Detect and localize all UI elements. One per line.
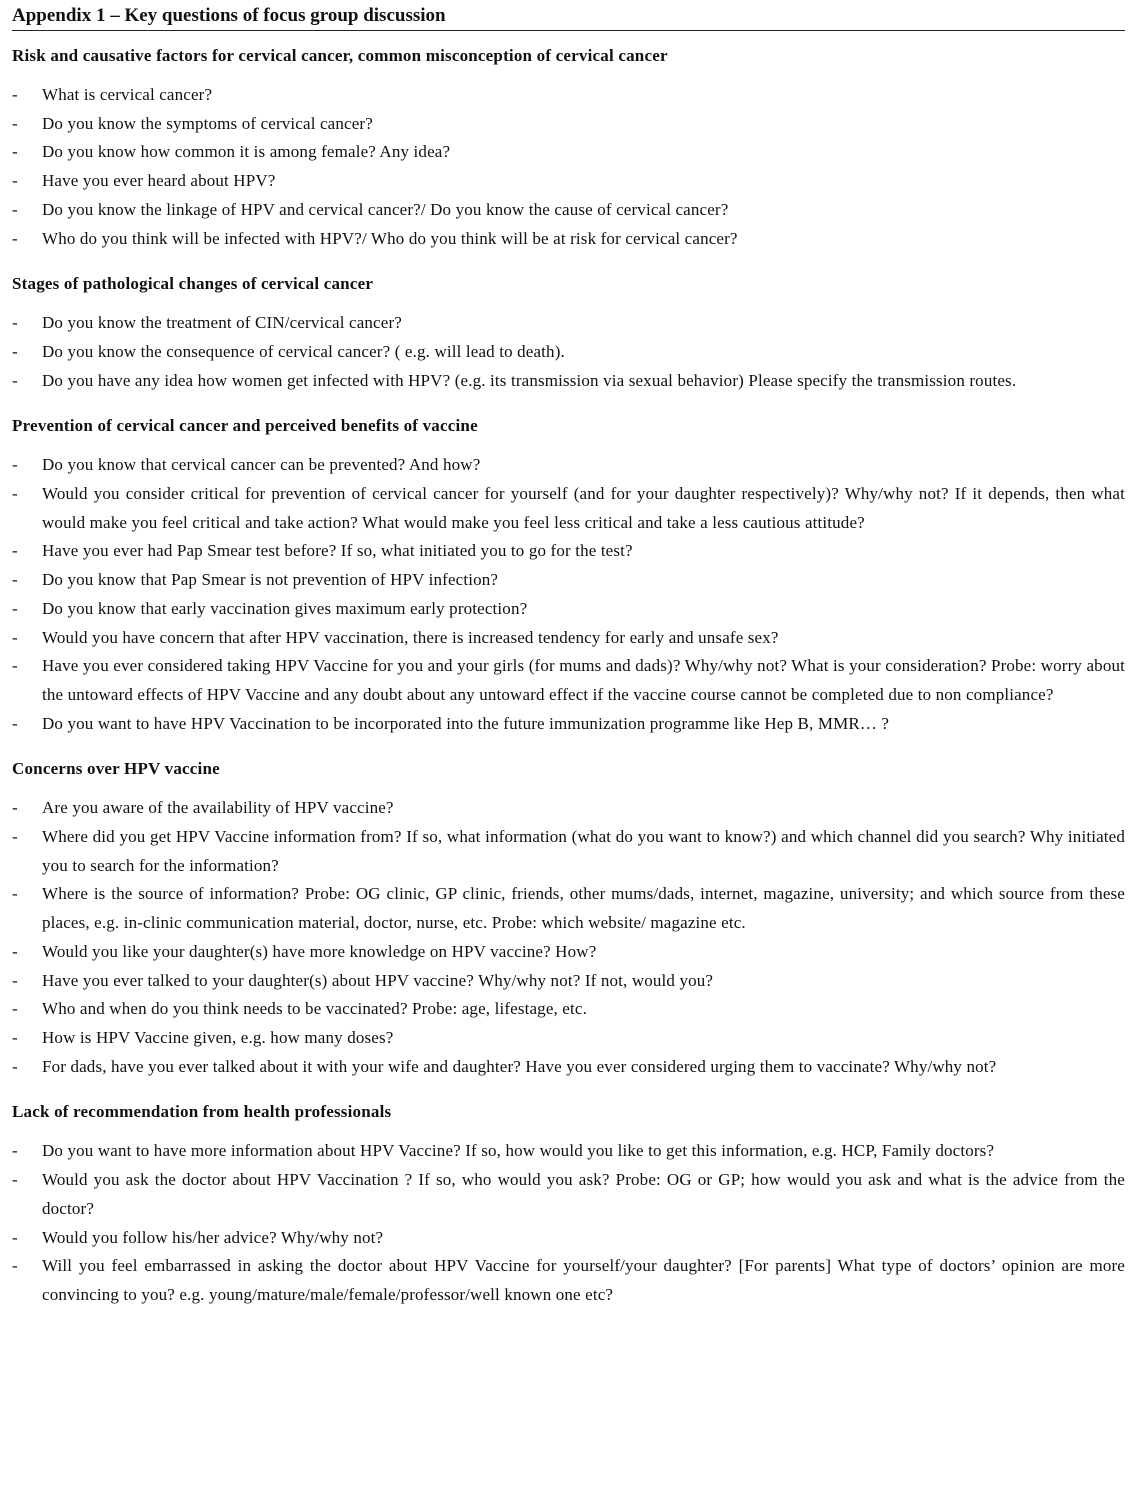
question-item xyxy=(12,480,1125,537)
bullet-dash: - xyxy=(12,1056,18,1076)
section xyxy=(12,758,1125,1081)
bullet-dash: - xyxy=(12,570,18,590)
question-text: Do you know that Pap Smear is not prevention of HPV infection? xyxy=(42,570,499,590)
question-item xyxy=(12,1024,1125,1053)
question-item xyxy=(12,1224,1125,1253)
question-item xyxy=(12,823,1125,880)
bullet-dash: - xyxy=(12,484,18,504)
question-text: Would you have concern that after HPV vaccination, there is increased tendency for early and unsafe sex? xyxy=(42,627,779,647)
bullet-dash: - xyxy=(12,541,18,561)
question-item xyxy=(12,652,1125,709)
bullet-dash: - xyxy=(12,142,18,162)
bullet-dash: - xyxy=(12,1227,18,1247)
question-text: Do you know the linkage of HPV and cervical cancer?/ Do you know the cause of cervical cancer? xyxy=(42,199,729,219)
bullet-dash: - xyxy=(12,884,18,904)
question-text: Would you consider critical for prevention of cervical cancer for yourself (and for your daughter respectively)? Why/why not? If it depends, then what would make you feel critical and take action? What would make you feel less critical and take a less cautious attitude? xyxy=(42,484,1125,532)
question-item xyxy=(12,196,1125,225)
question-item xyxy=(12,794,1125,823)
question-text: Do you want to have HPV Vaccination to be incorporated into the future immunization programme like Hep B, MMR… ? xyxy=(42,713,890,733)
question-list xyxy=(12,451,1125,738)
question-item xyxy=(12,938,1125,967)
section-heading: Concerns over HPV vaccine xyxy=(12,759,220,779)
bullet-dash: - xyxy=(12,313,18,333)
section-heading: Risk and causative factors for cervical cancer, common misconception of cervical cancer xyxy=(12,46,668,65)
bullet-dash: - xyxy=(12,228,18,248)
question-item xyxy=(12,309,1125,338)
bullet-dash: - xyxy=(12,999,18,1019)
question-text: Who do you think will be infected with HPV?/ Who do you think will be at risk for cervical cancer? xyxy=(42,228,738,248)
question-item xyxy=(12,110,1125,139)
question-text: Have you ever considered taking HPV Vaccine for you and your girls (for mums and dads)? Why/why not? What is your consideration? Probe: worry about the untoward effects of HPV Vaccine and any doubt about any untoward effect if the vaccine course cannot be completed due to non compliance? xyxy=(42,656,1125,704)
question-item xyxy=(12,880,1125,937)
section-heading: Stages of pathological changes of cervical cancer xyxy=(12,274,374,294)
bullet-dash: - xyxy=(12,85,18,104)
question-text: Do you have any idea how women get infected with HPV? (e.g. its transmission via sexual behavior) Please specify the transmission routes. xyxy=(42,370,1017,390)
bullet-dash: - xyxy=(12,341,18,361)
bullet-dash: - xyxy=(12,656,18,676)
question-item xyxy=(12,566,1125,595)
question-item xyxy=(12,1166,1125,1223)
section xyxy=(12,273,1125,395)
bullet-dash: - xyxy=(12,1027,18,1047)
question-text: Are you aware of the availability of HPV vaccine? xyxy=(42,798,394,818)
question-item xyxy=(12,967,1125,996)
question-text: Who and when do you think needs to be vaccinated? Probe: age, lifestage, etc. xyxy=(42,999,587,1019)
question-text: How is HPV Vaccine given, e.g. how many doses? xyxy=(42,1027,394,1047)
bullet-dash: - xyxy=(12,370,18,390)
question-item xyxy=(12,537,1125,566)
question-list xyxy=(12,309,1125,395)
question-item xyxy=(12,595,1125,624)
question-text: Do you know that early vaccination gives maximum early protection? xyxy=(42,598,528,618)
question-text: Do you know the symptoms of cervical cancer? xyxy=(42,113,373,133)
question-text: Have you ever had Pap Smear test before? If so, what initiated you to go for the test? xyxy=(42,541,633,561)
bullet-dash: - xyxy=(12,1170,18,1190)
question-text: Do you know the consequence of cervical cancer? ( e.g. will lead to death). xyxy=(42,341,565,361)
question-item xyxy=(12,451,1125,480)
question-text: Have you ever heard about HPV? xyxy=(42,171,276,191)
bullet-dash: - xyxy=(12,941,18,961)
question-text: For dads, have you ever talked about it with your wife and daughter? Have you ever considered urging them to vaccinate? Why/why not? xyxy=(42,1056,997,1076)
section-heading: Lack of recommendation from health professionals xyxy=(12,1102,392,1122)
question-item xyxy=(12,1137,1125,1166)
question-text: Do you know that cervical cancer can be prevented? And how? xyxy=(42,455,481,475)
question-text: Where did you get HPV Vaccine information from? If so, what information (what do you want to know?) and which channel did you search? Why initiated you to search for the information? xyxy=(42,827,1125,875)
question-text: Do you want to have more information about HPV Vaccine? If so, how would you like to get this information, e.g. HCP, Family doctors? xyxy=(42,1141,995,1161)
bullet-dash: - xyxy=(12,171,18,191)
question-text: Would you like your daughter(s) have more knowledge on HPV vaccine? How? xyxy=(42,941,597,961)
question-item xyxy=(12,710,1125,739)
section xyxy=(12,415,1125,738)
sections-container xyxy=(12,45,1125,1310)
question-text: Where is the source of information? Probe: OG clinic, GP clinic, friends, other mums/dads, internet, magazine, university; and which source from these places, e.g. in-clinic communication material, doctor, nurse, etc. Probe: which website/ magazine etc. xyxy=(42,884,1125,933)
question-text: What is cervical cancer? xyxy=(42,85,213,104)
section-heading: Prevention of cervical cancer and perceived benefits of vaccine xyxy=(12,416,478,436)
question-text: Would you ask the doctor about HPV Vaccination ? If so, who would you ask? Probe: OG or GP; how would you ask and what is the advice from the doctor? xyxy=(42,1170,1125,1218)
bullet-dash: - xyxy=(12,1141,18,1161)
question-item xyxy=(12,1053,1125,1082)
question-text: Do you know how common it is among female? Any idea? xyxy=(42,142,451,162)
bullet-dash: - xyxy=(12,627,18,647)
bullet-dash: - xyxy=(12,1256,18,1276)
question-item xyxy=(12,624,1125,653)
question-text: Do you know the treatment of CIN/cervical cancer? xyxy=(42,313,402,333)
section xyxy=(12,1101,1125,1309)
bullet-dash: - xyxy=(12,199,18,219)
bullet-dash: - xyxy=(12,455,18,475)
question-item xyxy=(12,138,1125,167)
question-item xyxy=(12,1252,1125,1309)
question-item xyxy=(12,225,1125,254)
question-text: Will you feel embarrassed in asking the doctor about HPV Vaccine for yourself/your daughter? [For parents] What type of doctors’ opinion are more convincing to you? e.g. young/mature/male/female/professor/well known one etc? xyxy=(42,1256,1125,1304)
question-item xyxy=(12,167,1125,196)
question-item xyxy=(12,367,1125,396)
bullet-dash: - xyxy=(12,827,18,847)
question-text: Have you ever talked to your daughter(s) about HPV vaccine? Why/why not? If not, would you? xyxy=(42,970,714,990)
question-list xyxy=(12,794,1125,1081)
question-text: Would you follow his/her advice? Why/why not? xyxy=(42,1227,384,1247)
question-list xyxy=(12,1137,1125,1309)
question-item xyxy=(12,995,1125,1024)
bullet-dash: - xyxy=(12,598,18,618)
bullet-dash: - xyxy=(12,713,18,733)
bullet-dash: - xyxy=(12,798,18,818)
bullet-dash: - xyxy=(12,113,18,133)
question-list xyxy=(12,81,1125,253)
section xyxy=(12,45,1125,253)
bullet-dash: - xyxy=(12,970,18,990)
question-item xyxy=(12,338,1125,367)
appendix-title: Appendix 1 – Key questions of focus group discussion xyxy=(12,0,1125,31)
question-item xyxy=(12,81,1125,110)
